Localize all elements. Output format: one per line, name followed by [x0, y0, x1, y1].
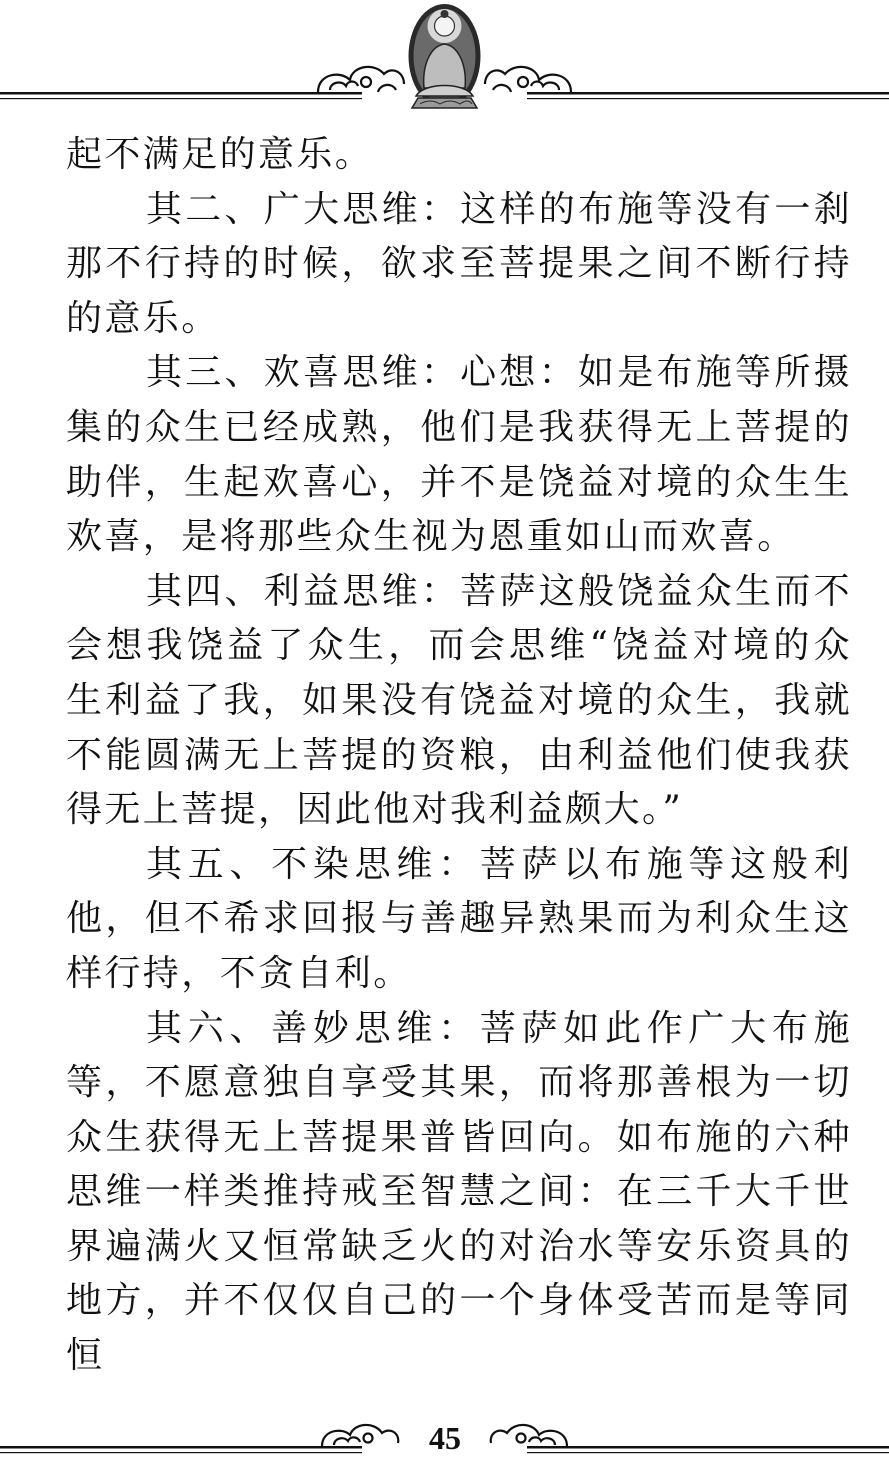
header-ornament	[0, 0, 889, 120]
paragraph-second-thought: 其二、广大思维：这样的布施等没有一刹那不行持的时候，欲求至菩提果之间不断行持的意乐。	[66, 188, 852, 339]
paragraph-sixth-thought: 其六、善妙思维：菩萨如此作广大布施等，不愿意独自享受其果，而将那善根为一切众生获得无上菩提果普皆回向。如布施的六种思维一样类推持戒至智慧之间：在三千大千世界遍满火又恒常缺乏火的对治水等安乐资具的地方，并不仅仅自己的一个身体受苦而是等同恒	[66, 1007, 852, 1377]
page-number: 45	[429, 1420, 461, 1456]
footer-right-cloud-icon	[491, 1425, 567, 1446]
left-cloud-icon	[318, 67, 404, 92]
footer-left-cloud-icon	[322, 1425, 398, 1446]
buddha-medallion-icon	[409, 4, 481, 108]
right-cloud-icon	[485, 67, 571, 92]
paragraph-continuation: 起不满足的意乐。	[66, 134, 374, 175]
body-text	[66, 128, 852, 1384]
paragraph-fourth-thought: 其四、利益思维：菩萨这般饶益众生而不会想我饶益了众生，而会思维“饶益对境的众生利益了我，如果没有饶益对境的众生，我就不能圆满无上菩提的资粮，由利益他们使我获得无上菩提，因此他对我利益颇大。”	[66, 570, 852, 831]
paragraph-third-thought: 其三、欢喜思维：心想：如是布施等所摄集的众生已经成熟，他们是我获得无上菩提的助伴，生起欢喜心，并不是饶益对境的众生生欢喜，是将那些众生视为恩重如山而欢喜。	[66, 352, 852, 558]
paragraph-fifth-thought: 其五、不染思维：菩萨以布施等这般利他，但不希求回报与善趣异熟果而为利众生这样行持，不贪自利。	[66, 843, 852, 994]
page-header	[0, 0, 889, 120]
